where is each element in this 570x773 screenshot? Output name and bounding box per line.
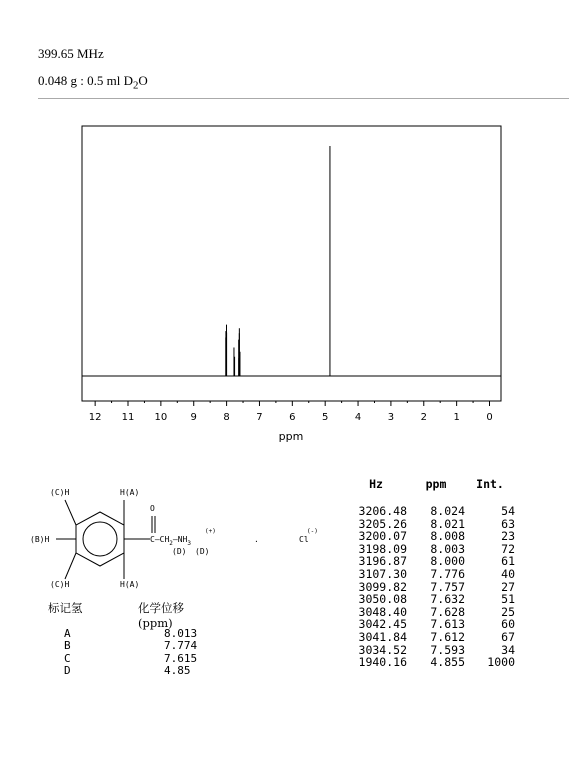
peak-ppm: 8.000 <box>430 554 465 569</box>
peak-ppm: 7.628 <box>430 604 465 619</box>
assignment-label: D <box>64 664 71 678</box>
peak-int: 63 <box>501 516 515 531</box>
peak-hz: 3200.07 <box>358 529 407 544</box>
peak-ppm: 8.003 <box>430 541 465 556</box>
sample-suffix: O <box>138 73 148 88</box>
x-tick-label: 11 <box>121 412 135 423</box>
x-tick-label: 4 <box>354 412 362 423</box>
x-tick-label: 2 <box>420 412 427 423</box>
x-tick-label: 7 <box>256 412 263 423</box>
peak-hz: 3041.84 <box>358 629 407 644</box>
chemical-structure <box>0 470 340 600</box>
peak-ppm: 7.593 <box>430 642 465 657</box>
x-tick-label: 12 <box>88 412 102 423</box>
peak-ppm: 7.612 <box>430 629 465 644</box>
x-tick-label: 10 <box>154 412 168 423</box>
assignment-label: C <box>64 651 71 665</box>
assignment-label: A <box>64 627 71 640</box>
assignment-table <box>48 600 197 678</box>
peak-ppm: 8.021 <box>430 516 465 531</box>
bond-top-left <box>65 500 76 525</box>
assignment-label: B <box>64 639 71 653</box>
peak-int: 60 <box>501 617 515 632</box>
assignment-header-label: 标记氢 <box>48 601 83 615</box>
sample-prefix: 0.048 g : 0.5 ml D <box>38 73 133 88</box>
carbonyl-oxygen: O <box>150 504 155 513</box>
table-row <box>345 631 515 644</box>
label-ha-bottom-right: H(A) <box>120 580 140 589</box>
table-row <box>345 656 515 669</box>
bond-bottom-left <box>65 553 76 579</box>
peak-layer <box>226 146 330 376</box>
peak-ppm: 7.632 <box>430 592 465 607</box>
x-tick-label: 8 <box>223 412 230 423</box>
peak-hz: 3198.09 <box>358 541 407 556</box>
table-row <box>48 665 197 677</box>
peak-hz: 3048.40 <box>358 604 407 619</box>
peak-hz: 3107.30 <box>358 566 407 581</box>
peak-int: 34 <box>501 642 515 657</box>
peak-int: 40 <box>501 566 515 581</box>
table-row <box>48 640 197 652</box>
peak-table-header-int: Int. <box>476 477 504 491</box>
charge-minus: (-) <box>307 528 318 535</box>
peak-hz: 1940.16 <box>358 655 407 670</box>
peak-ppm: 7.613 <box>430 617 465 632</box>
chain-text: $C—CH_2—NH_3$ <box>150 535 191 547</box>
peak-hz: 3196.87 <box>358 554 407 569</box>
counter-ion: Cl <box>299 535 309 544</box>
assignment-rows <box>48 628 197 678</box>
label-ha-top-right: H(A) <box>120 488 140 497</box>
peak-ppm: 8.024 <box>430 504 465 518</box>
assignment-header-shift: 化学位移(ppm) <box>138 601 184 630</box>
plot-frame <box>82 126 501 401</box>
table-row <box>345 505 515 518</box>
x-tick-label: 6 <box>289 412 296 423</box>
peak-ppm: 7.757 <box>430 579 465 594</box>
sample-subscript: 2 <box>132 79 139 92</box>
peak-hz: 3050.08 <box>358 592 407 607</box>
peak-int: 23 <box>501 529 515 544</box>
peak-int: 1000 <box>487 655 515 670</box>
peak-ppm: 7.776 <box>430 566 465 581</box>
peak-int: 67 <box>501 629 515 644</box>
x-tick-label: 3 <box>387 412 395 423</box>
peak-hz: 3042.45 <box>358 617 407 632</box>
aromatic-circle <box>83 522 117 556</box>
x-tick-label: 1 <box>453 412 460 423</box>
peak-ppm: 4.855 <box>430 655 465 670</box>
salt-dot: . <box>254 535 259 544</box>
table-row <box>345 593 515 606</box>
table-row <box>345 568 515 581</box>
peak-int: 51 <box>501 592 515 607</box>
peak-int: 25 <box>501 604 515 619</box>
label-d2: (D) <box>195 547 210 556</box>
peak-hz: 3206.48 <box>358 504 407 518</box>
peak-ppm: 8.008 <box>430 529 465 544</box>
peak-table <box>345 477 515 669</box>
label-ch-top-left: (C)H <box>50 488 70 497</box>
label-d1: (D) <box>172 547 187 556</box>
peak-int: 61 <box>501 554 515 569</box>
peak-table-header-hz: Hz <box>369 477 383 491</box>
peak-int: 27 <box>501 579 515 594</box>
peak-int: 72 <box>501 541 515 556</box>
label-ch-bottom-left: (C)H <box>50 580 70 589</box>
peak-int: 54 <box>501 504 515 518</box>
assignment-shift: 7.615 <box>164 651 198 665</box>
x-axis-ticks <box>89 401 493 423</box>
spectrometer-frequency: 399.65 MHz <box>38 46 104 61</box>
peak-hz: 3034.52 <box>358 642 407 657</box>
x-tick-label: 5 <box>321 412 329 423</box>
assignment-shift: 4.85 <box>164 664 191 678</box>
label-bh: (B)H <box>30 535 50 544</box>
x-tick-label: 0 <box>486 412 493 423</box>
peak-table-header-ppm: ppm <box>425 477 447 491</box>
table-row <box>345 530 515 543</box>
x-axis-label: ppm <box>278 430 304 443</box>
assignment-shift: 8.013 <box>164 627 198 640</box>
charge-plus: (+) <box>205 528 216 535</box>
assignment-shift: 7.774 <box>164 639 198 653</box>
x-tick-label: 9 <box>190 412 197 423</box>
peak-hz: 3205.26 <box>358 516 407 531</box>
peak-hz: 3099.82 <box>358 579 407 594</box>
